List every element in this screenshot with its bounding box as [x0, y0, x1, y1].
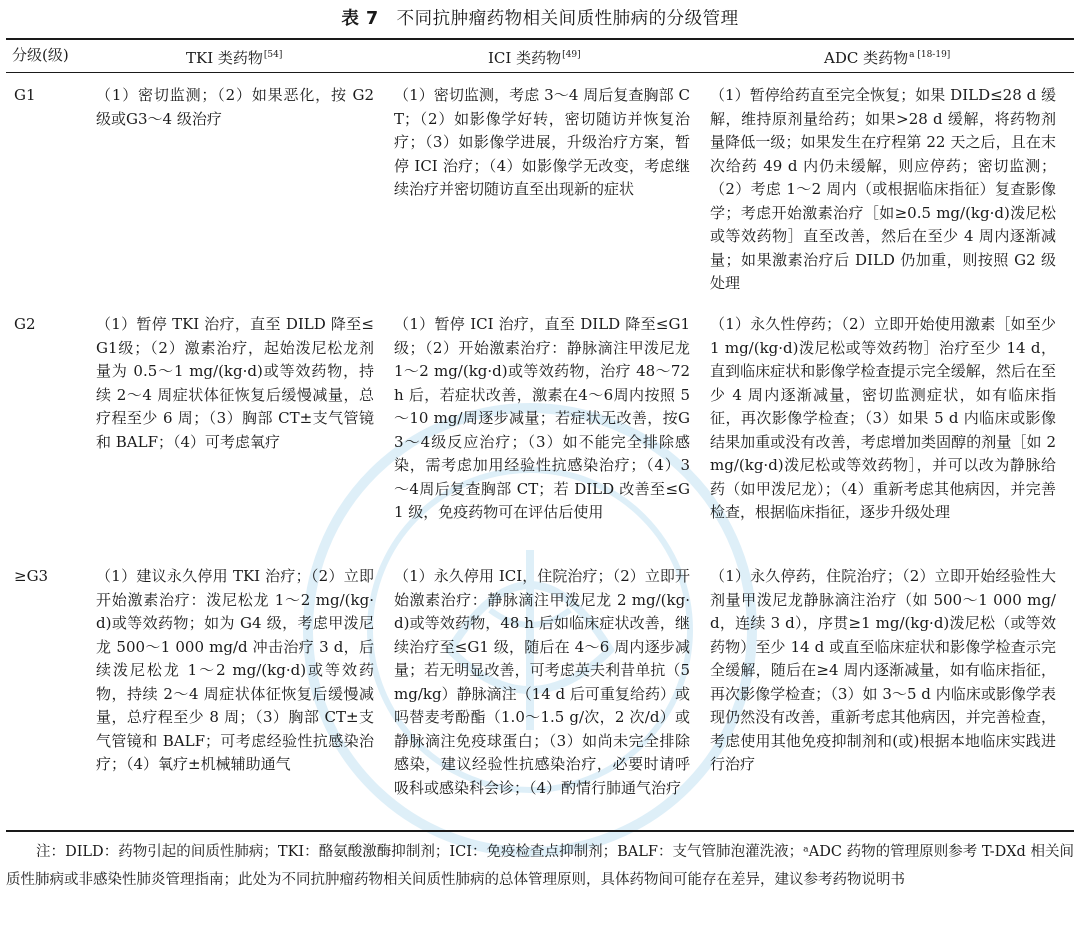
header-rule	[6, 72, 1074, 73]
table-top-rule	[6, 38, 1074, 40]
row-g1-adc: （1）暂停给药直至完全恢复；如果 DILD≤28 d 缓解，维持原剂量给药；如果>28 d 缓解，将药物剂量降低一级；如果发生在疗程第 22 天之后，且在末次给药 49 d 内仍未缓解，则应停药；密切监测；（2）考虑 1～2 周内（或根据临床指征）复查影像学；考虑开始激素治疗［如≥0.5 mg/(kg·d)泼尼松或等效药物］直至改善，然后在至少 4 周内逐渐减量；如果激素治疗后 DILD 仍加重，则按照 G2 级处理	[710, 86, 1056, 292]
row-g1-grade: G1	[14, 86, 36, 104]
header-ici-ref: [49]	[562, 50, 581, 60]
row-g2-ici: （1）暂停 ICI 治疗，直至 DILD 降至≤G1 级；（2）开始激素治疗：静脉滴注甲泼尼龙 1～2 mg/(kg·d)或等效药物，治疗 48～72 h 后，若症状改善，激素在4～6周内按照 5～10 mg/周逐步减量；若症状无改善，按G3～4级反应治疗；（3）如不能完全排除感染，需考虑加用经验性抗感染治疗；（4）3～4周后复查胸部 CT；若 DILD 改善至≤G1 级，免疫药物可在评估后使用	[394, 315, 690, 521]
table-footnote-text: 注：DILD：药物引起的间质性肺病；TKI：酪氨酸激酶抑制剂；ICI：免疫检查点抑制剂；BALF：支气管肺泡灌洗液；ᵃADC 药物的管理原则参考 T-DXd 相关间质性肺病或非感染性肺炎管理指南；此处为不同抗肿瘤药物相关间质性肺病的总体管理原则，具体药物间可能存在差异，建议参考药物说明书	[6, 844, 1074, 888]
table-bottom-rule	[6, 830, 1074, 832]
table-number: 表 7	[341, 9, 379, 29]
header-ici-label: ICI 类药物	[488, 49, 562, 67]
row-g3-adc: （1）永久停药，住院治疗；（2）立即开始经验性大剂量甲泼尼龙静脉滴注治疗（如 500～1 000 mg/d，连续 3 d），序贯≥1 mg/(kg·d)泼尼松（或等效药物）至少 14 d 或直至临床症状和影像学检查示完全缓解，随后在≥4 周内逐渐减量，如有临床指征，再次影像学检查；（3）如 3～5 d 内临床或影像学表现仍然没有改善，重新考虑其他病因，并完善检查，考虑使用其他免疫抑制剂和(或)根据本地临床实践进行治疗	[710, 567, 1056, 773]
table-title: 不同抗肿瘤药物相关间质性肺病的分级管理	[396, 9, 739, 29]
row-g1-tki: （1）密切监测；（2）如果恶化，按 G2 级或G3～4 级治疗	[96, 86, 374, 128]
header-adc	[824, 44, 950, 69]
header-tki-label: TKI 类药物	[186, 49, 263, 67]
header-adc-ref: a [18-19]	[909, 50, 951, 60]
row-g3-ici: （1）永久停用 ICI，住院治疗；（2）立即开始激素治疗：静脉滴注甲泼尼龙 2 mg/(kg·d)或等效药物，48 h 后如临床症状改善，继续治疗至≤G1 级，随后在 4～6 周内逐步减量；若无明显改善，可考虑英夫利昔单抗（5 mg/kg）静脉滴注（14 d 后可重复给药）或吗替麦考酚酯（1.0～1.5 g/次，2 次/d）或静脉滴注免疫球蛋白；（3）如尚未完全排除感染，建议经验性抗感染治疗，必要时请呼吸科或感染科会诊；（4）酌情行肺通气治疗	[394, 567, 690, 797]
header-adc-label: ADC 类药物	[824, 49, 909, 67]
row-g2-grade: G2	[14, 315, 36, 333]
table-caption	[0, 6, 1080, 32]
header-tki-ref: [54]	[263, 50, 283, 60]
table-footnote	[6, 838, 1074, 894]
header-tki	[186, 44, 282, 69]
row-g3-tki: （1）建议永久停用 TKI 治疗；（2）立即开始激素治疗：泼尼松龙 1～2 mg/(kg·d)或等效药物；如为 G4 级，考虑甲泼尼龙 500～1 000 mg/d 冲击治疗 3 d，后续泼尼松龙 1～2 mg/(kg·d)或等效药物，持续 2～4 周症状体征恢复后缓慢减量，总疗程至少 8 周；（3）胸部 CT±支气管镜和 BALF；可考虑经验性抗感染治疗；（4）氧疗±机械辅助通气	[96, 567, 374, 773]
row-g2-tki: （1）暂停 TKI 治疗，直至 DILD 降至≤G1级；（2）激素治疗，起始泼尼松龙剂量为 0.5～1 mg/(kg·d)或等效药物，持续 2～4 周症状体征恢复后缓慢减量，总疗程至少 6 周；（3）胸部 CT±支气管镜和 BALF；（4）可考虑氧疗	[96, 315, 374, 451]
row-g3-grade: ≥G3	[14, 567, 49, 585]
row-g1-ici: （1）密切监测，考虑 3～4 周后复查胸部 CT；（2）如影像学好转，密切随访并恢复治疗；（3）如影像学进展，升级治疗方案，暂停 ICI 治疗；（4）如影像学无改变，考虑继续治疗并密切随访直至出现新的症状	[394, 86, 690, 198]
row-g2-adc: （1）永久性停药；（2）立即开始使用激素［如至少1 mg/(kg·d)泼尼松或等效药物］治疗至少 14 d，直到临床症状和影像学检查提示完全缓解，然后在至少 4 周内逐渐减量，密切监测症状，如有临床指征，再次影像学检查；（3）如果 5 d 内临床或影像结果加重或没有改善，考虑增加类固醇的剂量［如 2 mg/(kg·d)泼尼松或等效药物］，并可以改为静脉给药（如甲泼尼龙）；（4）重新考虑其他病因，并完善检查，根据临床指征，逐步升级处理	[710, 315, 1056, 521]
header-grade: 分级(级)	[12, 46, 69, 64]
header-ici	[488, 44, 581, 69]
